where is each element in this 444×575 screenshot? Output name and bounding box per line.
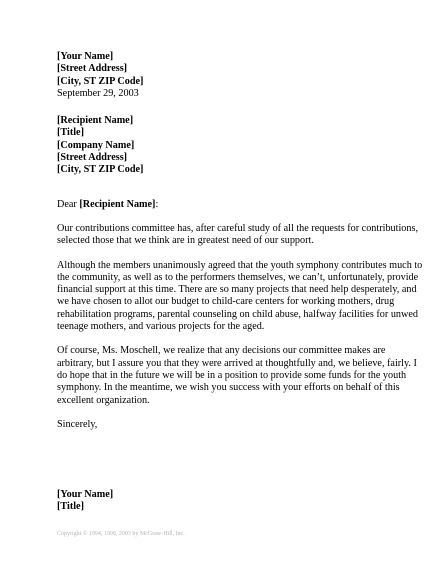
body-paragraph-2 (57, 259, 423, 334)
recipient-company: [Company Name] (57, 139, 135, 151)
signature-block (57, 489, 420, 514)
salutation-prefix: Dear (57, 198, 80, 210)
salutation-name: [Recipient Name] (79, 198, 156, 210)
paragraph-line: arbitrary, but I assure you that they were arrived at thoughtfully and, we believe, fairly. I (57, 357, 417, 369)
sender-block (57, 51, 420, 100)
recipient-city: [City, ST ZIP Code] (57, 164, 144, 176)
salutation (57, 199, 420, 211)
recipient-name: [Recipient Name] (57, 115, 134, 127)
paragraph-line: teenage mothers, and various projects for the aged. (57, 321, 265, 333)
paragraph-line: the community, as well as to the performers themselves, we can’t, unfortunately, provide (57, 271, 419, 283)
salutation-suffix: : (155, 198, 159, 210)
paragraph-line: Although the members unanimously agreed that the youth symphony contributes much to (57, 259, 423, 271)
body-paragraph-1 (57, 223, 420, 248)
paragraph-line: Our contributions committee has, after careful study of all the requests for contributions, (57, 222, 418, 234)
paragraph-line: excellent organization. (57, 394, 150, 406)
recipient-street: [Street Address] (57, 152, 128, 164)
sender-street: [Street Address] (57, 63, 128, 75)
paragraph-line: symphony. In the meantime, we wish you success with your efforts on behalf of this (57, 382, 400, 394)
copyright-notice: Copyright © 1994, 1998, 2003 by McGraw-Hill, Inc. (57, 530, 185, 537)
paragraph-line: do hope that in the future we will be in a position to provide some funds for the youth (57, 369, 407, 381)
body-paragraph-3 (57, 345, 420, 406)
paragraph-line: selected those that we think are in greatest need of our support. (57, 235, 314, 247)
signature-name: [Your Name] (57, 489, 114, 501)
paragraph-line: we have chosen to allot our budget to child-care centers for working mothers, drug (57, 296, 395, 308)
closing (57, 419, 420, 431)
recipient-title: [Title] (57, 127, 84, 139)
paragraph-line: Of course, Ms. Moschell, we realize that any decisions our committee makes are (57, 345, 386, 357)
recipient-block (57, 115, 420, 176)
sender-city: [City, ST ZIP Code] (57, 75, 144, 87)
signature-title: [Title] (57, 501, 84, 513)
sender-name: [Your Name] (57, 51, 114, 62)
letter-date: September 29, 2003 (57, 87, 139, 99)
paragraph-line: financial support at this time. There are so many projects that need help desperately, and (57, 284, 417, 296)
closing-text: Sincerely, (57, 418, 98, 430)
paragraph-line: rehabilitation programs, parental counseling on child abuse, halfway facilities for unwed (57, 308, 418, 320)
